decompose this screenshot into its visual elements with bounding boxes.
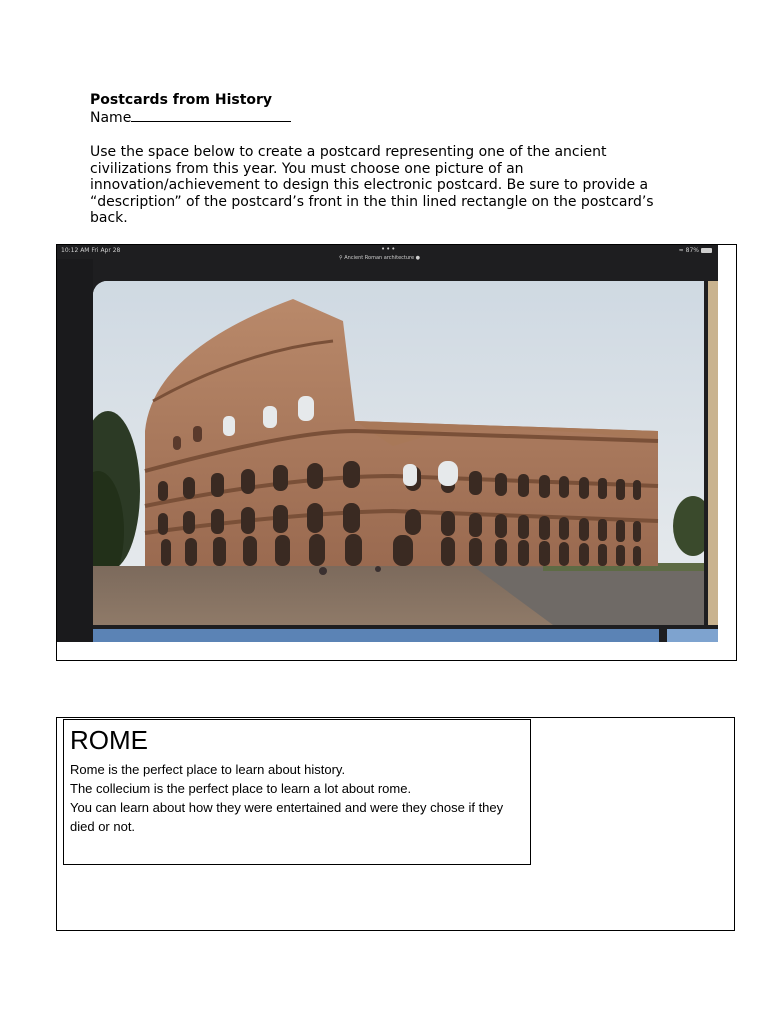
name-line <box>90 109 291 126</box>
lock-icon: ● <box>415 255 421 261</box>
name-blank[interactable] <box>131 109 291 122</box>
description-line: Rome is the perfect place to learn about history. <box>70 762 346 777</box>
status-time: 10:12 AM Fri Apr 28 <box>61 247 121 254</box>
status-dots: ••• <box>381 245 397 253</box>
bottom-strip-right <box>667 629 718 642</box>
wifi-icon: ≈ <box>678 247 684 254</box>
description-box[interactable] <box>63 719 531 865</box>
description-line: The collecium is the perfect place to learn a lot about rome. <box>70 781 412 796</box>
search-icon: ⚲ <box>339 255 343 261</box>
instructions-text: Use the space below to create a postcard representing one of the ancient civilizations from this year. You must choose one picture of an innovation/achievement to design this electronic postcard. Be sure to provide a “description” of the postcard’s front in the thin lined rectangle on the postcard’s back. <box>90 144 654 226</box>
description-title: ROME <box>70 725 148 755</box>
battery-icon <box>701 248 712 253</box>
colosseum-photo <box>93 281 704 625</box>
side-strip <box>708 281 718 625</box>
colosseum-image <box>93 281 704 625</box>
left-dark-panel <box>57 259 93 642</box>
status-right <box>679 247 712 254</box>
search-bar[interactable] <box>339 255 420 261</box>
search-text: Ancient Roman architecture <box>344 255 415 261</box>
description-line: You can learn about how they were entertained and were they chose if they died or not. <box>70 800 504 834</box>
postcard-front-screenshot <box>57 245 718 642</box>
name-label: Name <box>90 110 132 126</box>
document-title: Postcards from History <box>90 92 273 108</box>
bottom-strip <box>93 629 659 642</box>
battery-percent: 87% <box>685 247 699 254</box>
